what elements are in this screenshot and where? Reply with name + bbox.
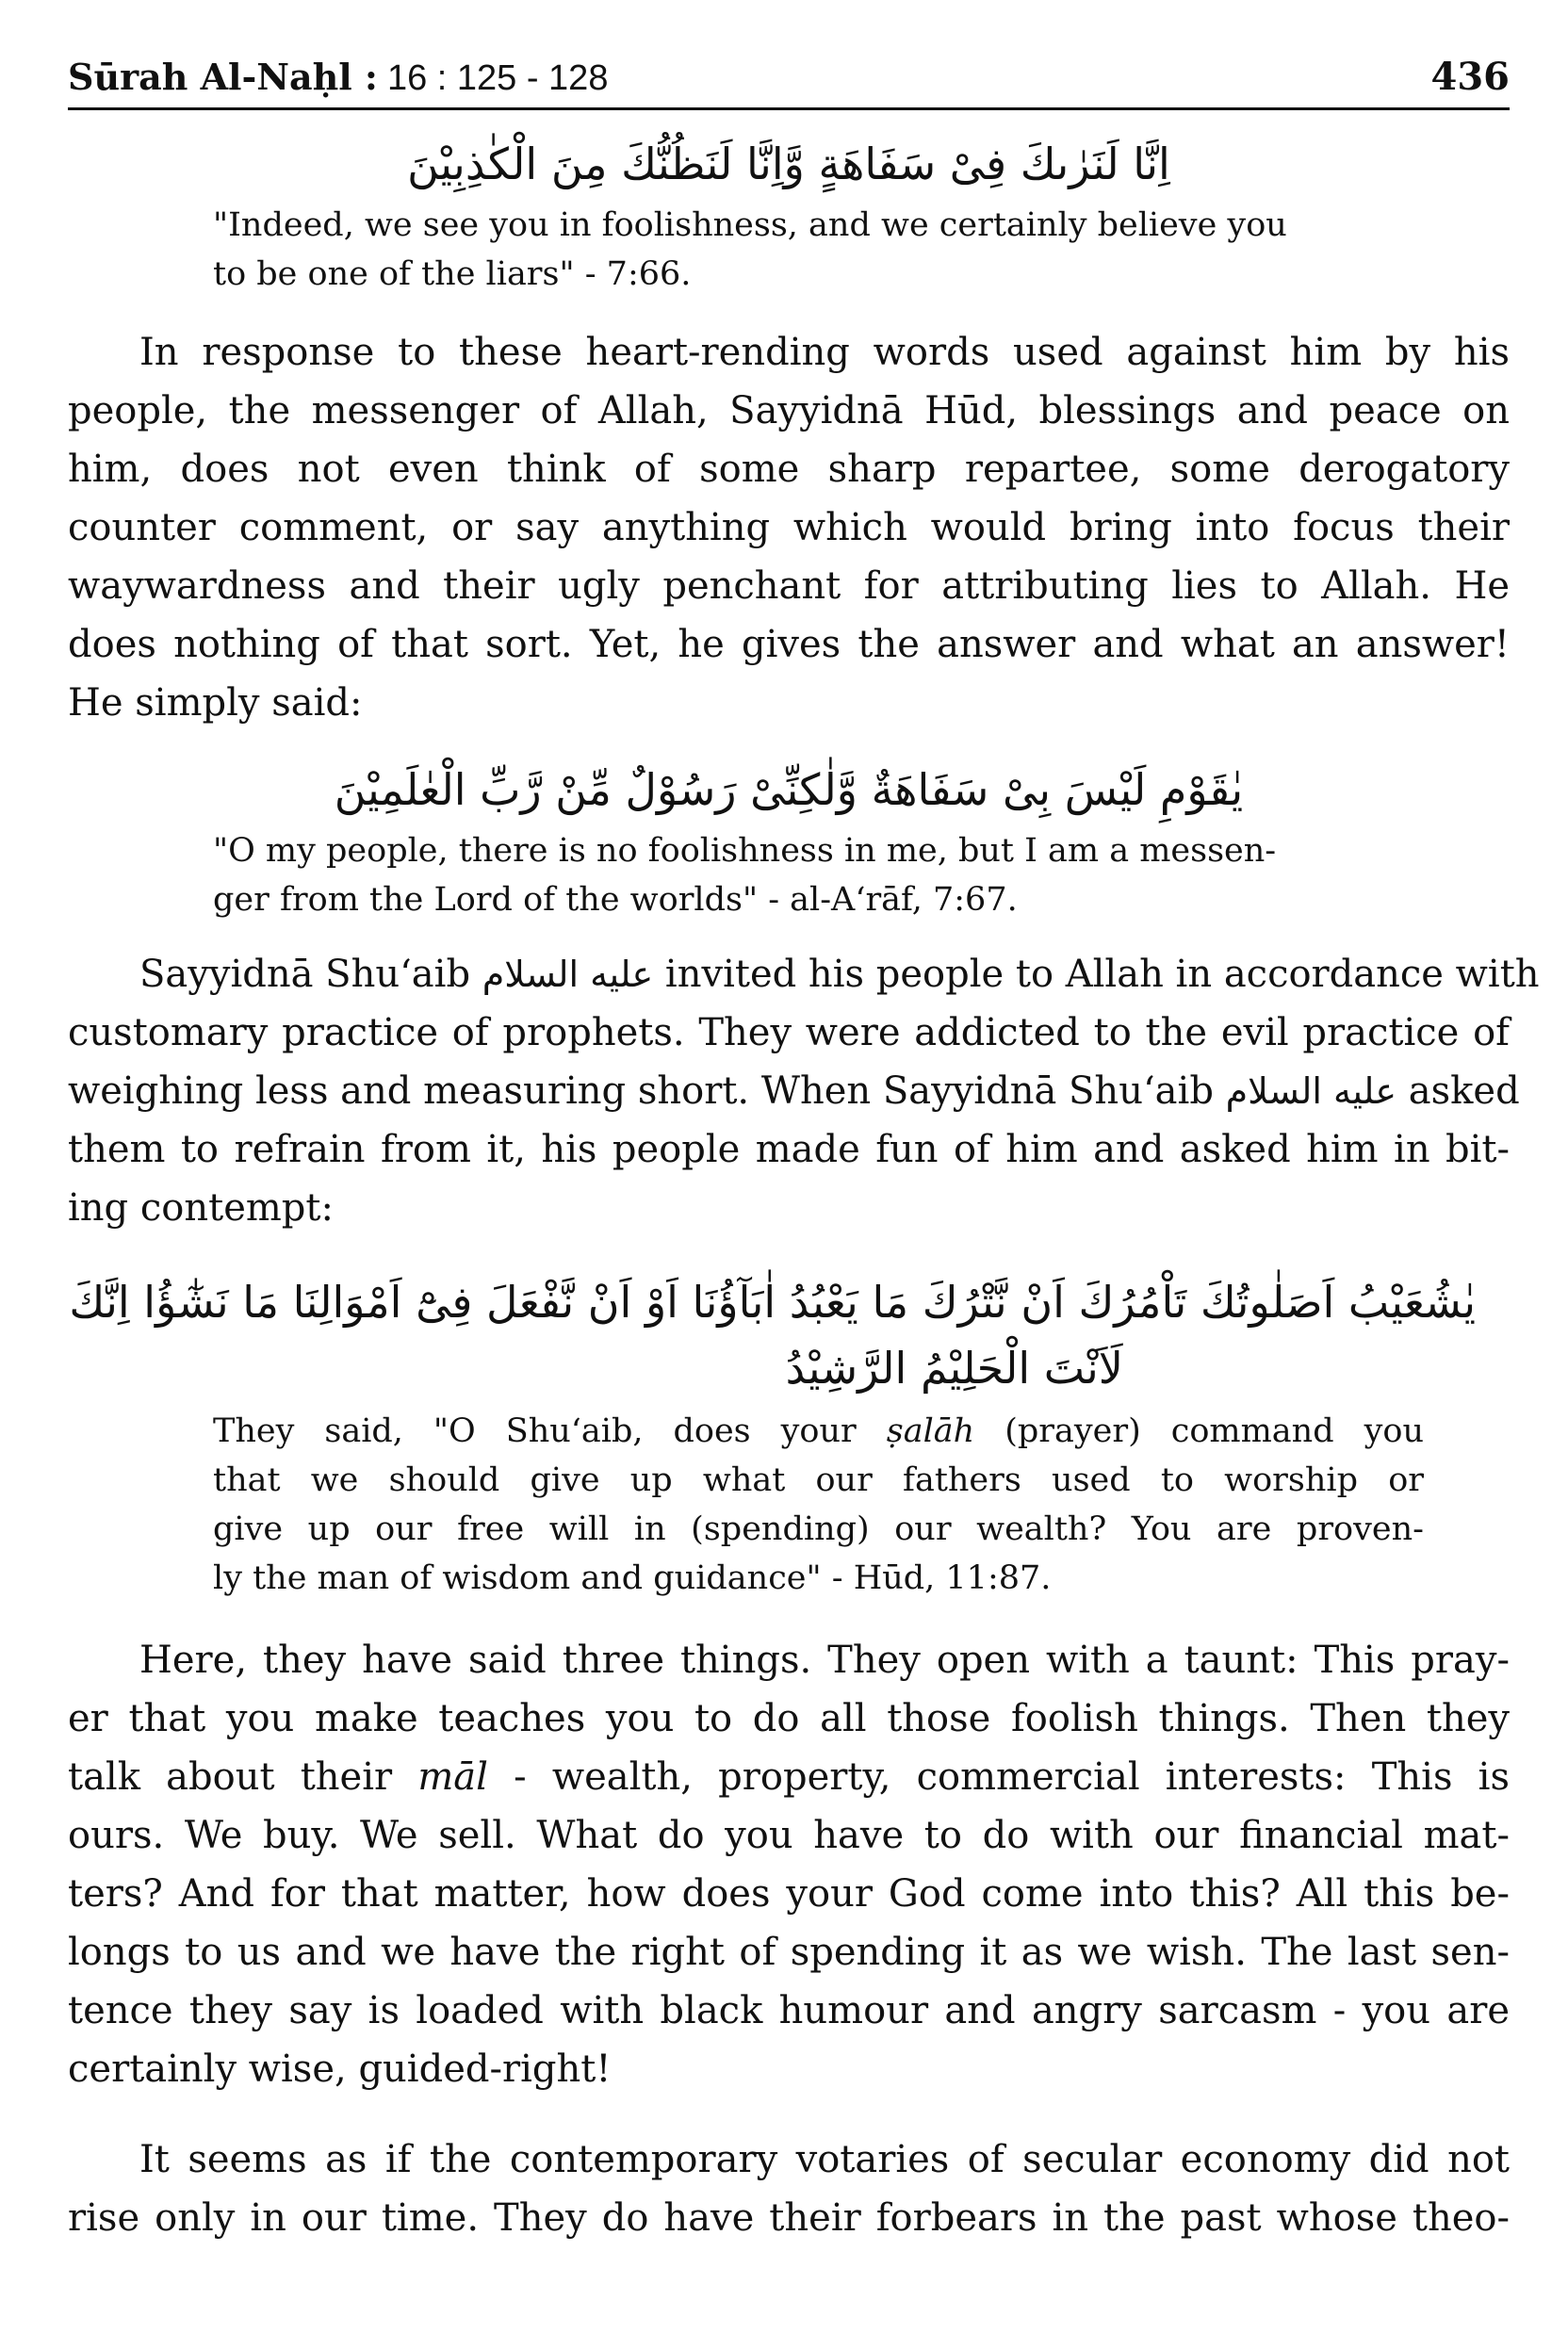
text-run: asked [1408,1069,1520,1113]
header-title [68,51,608,105]
text-run: - wealth, property, commercial interests: This is [514,1755,1510,1799]
arabic-verse-3-line-1: يٰشُعَيْبُ اَصَلٰوتُكَ تَاْمُرُكَ اَنْ نَّتْرُكَ مَا يَعْبُدُ اٰبَآؤُنَا اَوْ اَنْ نَّفْعَلَ فِىْٓ اَمْوَالِنَا مَا نَشٰٓؤُا اِنَّكَ [69,1277,1476,1328]
text-run: They said, "O Shu‘aib, does your [213,1412,857,1450]
paragraph-line: certainly wise, guided-right! [68,2047,612,2091]
paragraph-line: ing contempt: [68,1186,334,1230]
paragraph-2 [68,945,1540,1237]
paragraph-1 [68,323,1510,732]
paragraph-line: Here, they have said three things. They open with a taunt: This pray- [139,1639,1510,1682]
text-run: talk about their [68,1755,393,1799]
running-header [68,51,1510,110]
paragraph-line: them to refrain from it, his people made fun of him and asked him in bit- [68,1128,1510,1171]
translation-quote-2 [213,826,1438,924]
quote-line: give up our free will in (spending) our wealth? You are proven- [213,1510,1424,1548]
quote-line: that we should give up what our fathers used to worship or [213,1461,1424,1499]
paragraph-4 [68,2130,1510,2247]
text-run: (prayer) command you [1004,1412,1424,1450]
paragraph-line [68,1062,1520,1120]
paragraph-line: does nothing of that sort. Yet, he gives the answer and what an answer! [68,623,1510,666]
quote-line: "Indeed, we see you in foolishness, and we certainly believe you [213,206,1287,244]
paragraph-line: people, the messenger of Allah, Sayyidnā Hūd, blessings and peace on [68,389,1510,432]
paragraph-line: In response to these heart-rending words used against him by his [139,331,1510,374]
arabic-verse-2: يٰقَوْمِ لَيْسَ بِىْ سَفَاهَةٌ وَّلٰكِنِّىْ رَسُوْلٌ مِّنْ رَّبِّ الْعٰلَمِيْنَ [334,764,1244,815]
paragraph-line: It seems as if the contemporary votaries of secular economy did not [139,2138,1510,2181]
paragraph-line: He simply said: [68,681,363,725]
paragraph-line: ours. We buy. We sell. What do you have to do with our financial mat- [68,1814,1510,1857]
paragraph-line: counter comment, or say anything which would bring into focus their [68,506,1510,549]
paragraph-line: customary practice of prophets. They were addicted to the evil practice of [68,1011,1510,1054]
quote-line: ly the man of wisdom and guidance" - Hūd, 11:87. [213,1559,1052,1597]
verse-reference: 16 : 125 - 128 [386,58,609,98]
text-run: weighing less and measuring short. When Sayyidnā Shu‘aib [68,1069,1214,1113]
page-number: 436 [1430,55,1510,99]
quote-line: ger from the Lord of the worlds" - al-A‘rāf, 7:67. [213,881,1018,919]
paragraph-line [68,1748,1510,1806]
quote-line: "O my people, there is no foolishness in me, but I am a messen- [213,832,1277,870]
translation-quote-1 [213,201,1438,299]
paragraph-line: longs to us and we have the right of spending it as we wish. The last sen- [68,1931,1510,1974]
text-run: invited his people to Allah in accordance with [664,953,1540,996]
paragraph-line: rise only in our time. They do have their forbears in the past whose theo- [68,2196,1510,2240]
arabic-verse-1: اِنَّا لَنَرٰىكَ فِىْ سَفَاهَةٍ وَّاِنَّا لَنَظُنُّكَ مِنَ الْكٰذِبِيْنَ [407,139,1170,189]
honorific-seal: عليه السلام [1225,1070,1397,1112]
paragraph-3 [68,1631,1510,2098]
paragraph-line: waywardness and their ugly penchant for attributing lies to Allah. He [68,564,1510,608]
quote-line: to be one of the liars" - 7:66. [213,255,692,293]
translation-quote-3 [213,1407,1424,1603]
arabic-verse-3-line-2: لَاَنْتَ الْحَلِيْمُ الرَّشِيْدُ [785,1343,1123,1394]
paragraph-line: ters? And for that matter, how does your God come into this? All this be- [68,1872,1510,1916]
page [68,51,1540,2247]
paragraph-line: tence they say is loaded with black humour and angry sarcasm - you are [68,1989,1510,2032]
paragraph-line: er that you make teaches you to do all those foolish things. Then they [68,1697,1510,1740]
quote-line [213,1407,1424,1456]
honorific-seal: عليه السلام [482,954,654,995]
paragraph-line: him, does not even think of some sharp repartee, some derogatory [68,448,1510,491]
italic-term: ṣalāh [886,1412,975,1450]
surah-name: Sūrah Al-Naḥl : [68,56,378,98]
text-run: Sayyidnā Shu‘aib [139,953,471,996]
italic-term: māl [417,1755,488,1799]
paragraph-line [68,945,1540,1003]
